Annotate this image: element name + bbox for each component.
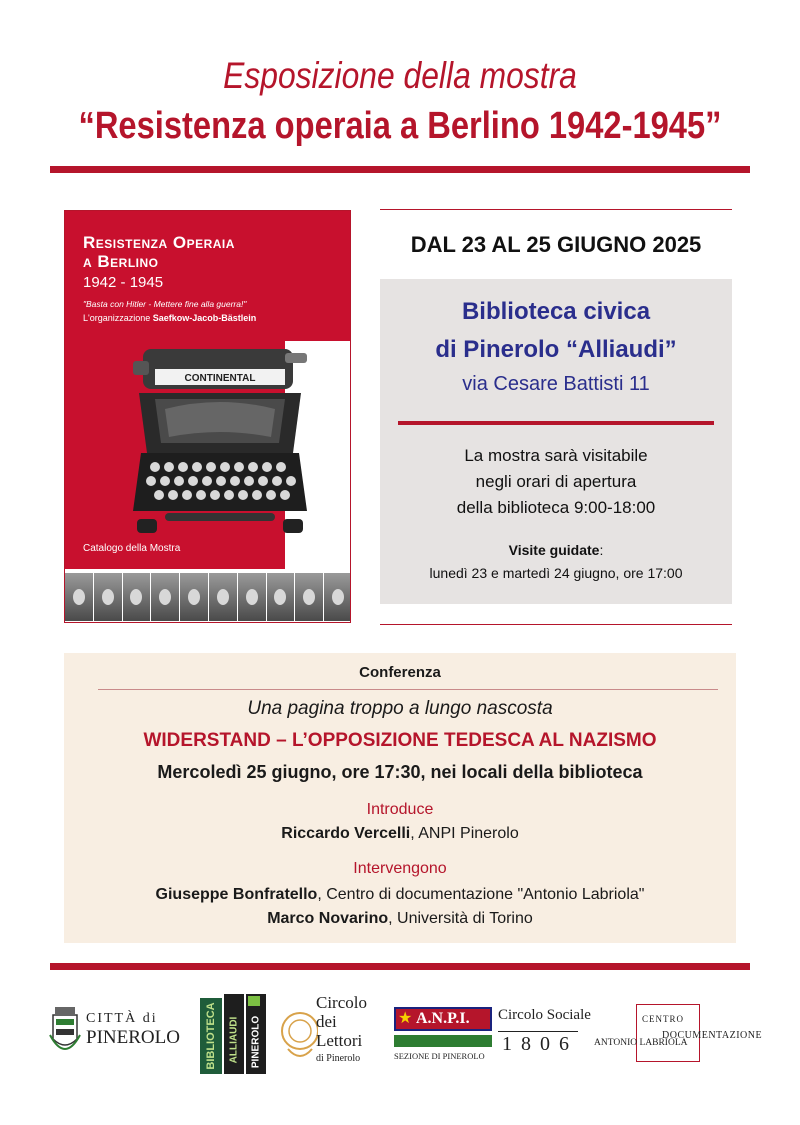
- speakers-label: Intervengono: [353, 860, 447, 877]
- catalog-cover: [64, 210, 351, 623]
- star-icon: ★: [398, 1010, 413, 1027]
- biblioteca-label-a: BIBLIOTECA: [205, 1002, 217, 1070]
- hours-line2: negli orari di apertura: [475, 472, 637, 491]
- venue-name-line2: di Pinerolo “Alliaudi”: [435, 336, 677, 363]
- dates-bottom-rule: [380, 624, 732, 625]
- logo-citta-pinerolo: [48, 1005, 188, 1060]
- venue-name: Biblioteca civica: [461, 298, 651, 325]
- speaker-1: Giuseppe Bonfratello, Centro di documentazione "Antonio Labriola": [155, 886, 645, 903]
- circolo-line1: Circolo: [316, 993, 367, 1012]
- conference-datetime: Mercoledì 25 giugno, ore 17:30, nei locali della biblioteca: [157, 762, 643, 782]
- conference-heading: Conferenza: [359, 664, 441, 681]
- cover-catalog-label: Catalogo della Mostra: [83, 543, 181, 554]
- guided-tours-times: lunedì 23 e martedì 24 giugno, ore 17:00: [429, 565, 683, 581]
- exhibition-title: “Resistenza operaia a Berlino 1942-1945”: [78, 105, 722, 147]
- anpi-name: A.N.P.I.: [416, 1010, 470, 1027]
- circolo-line3: Lettori: [316, 1031, 363, 1050]
- logo-anpi: [392, 1005, 494, 1063]
- sociale-name: Circolo Sociale: [498, 1007, 591, 1023]
- centro-line3: ANTONIO LABRIOLA: [594, 1038, 688, 1048]
- logo-biblioteca-alliaudi: [196, 992, 270, 1074]
- introducer: Riccardo Vercelli, ANPI Pinerolo: [281, 825, 519, 842]
- sociale-year: 1 8 0 6: [502, 1033, 571, 1055]
- portrait-strip: [65, 569, 351, 623]
- lion-head-icon: [278, 1001, 318, 1071]
- circolo-line2: dei: [316, 1012, 337, 1031]
- introduce-label: Introduce: [366, 801, 434, 818]
- typewriter-brand: CONTINENTAL: [184, 373, 256, 384]
- citta-line2: PINEROLO: [86, 1027, 180, 1048]
- guided-tours-label: Visite guidate:: [508, 542, 604, 558]
- exhibition-dates: DAL 23 AL 25 GIUGNO 2025: [410, 232, 702, 257]
- logo-circolo-sociale: [498, 1005, 591, 1063]
- exhibition-heading: Esposizione della mostra: [223, 55, 577, 96]
- cover-title-line2: a Berlino: [83, 252, 159, 271]
- citta-line1: CITTÀ di: [86, 1011, 158, 1026]
- venue-divider: [398, 421, 714, 425]
- venue-address: via Cesare Battisti 11: [462, 373, 650, 395]
- cover-title-line1: Resistenza Operaia: [83, 233, 235, 252]
- centro-line2: DOCUMENTAZIONE: [662, 1030, 763, 1041]
- dates-top-rule: [380, 209, 732, 210]
- cover-years: 1942 - 1945: [83, 274, 164, 291]
- conference-rule: [98, 689, 718, 690]
- cover-organization: L'organizzazione Saefkow-Jacob-Bästlein: [83, 313, 257, 323]
- cover-quote: "Basta con Hitler - Mettere fine alla guerra!": [83, 299, 247, 309]
- header-divider: [50, 166, 750, 173]
- biblioteca-label-c: PINEROLO: [250, 1015, 262, 1069]
- logo-circolo-lettori: [278, 993, 388, 1077]
- anpi-section: SEZIONE DI PINEROLO: [394, 1051, 485, 1061]
- crest-icon: [48, 1005, 82, 1057]
- footer-divider: [50, 963, 750, 970]
- hours-line3: della biblioteca 9:00-18:00: [456, 498, 656, 517]
- biblioteca-label-b: ALLIAUDI: [228, 1016, 240, 1064]
- circolo-line4: di Pinerolo: [316, 1053, 361, 1064]
- logo-centro-labriola: [594, 1002, 763, 1066]
- hours-line1: La mostra sarà visitabile: [464, 446, 648, 465]
- conference-title: WIDERSTAND – L’OPPOSIZIONE TEDESCA AL NAZISMO: [143, 730, 657, 751]
- centro-line1: CENTRO: [642, 1014, 684, 1024]
- typewriter-image: [125, 343, 315, 538]
- conference-subtitle: Una pagina troppo a lungo nascosta: [247, 698, 553, 719]
- speaker-2: Marco Novarino, Università di Torino: [267, 910, 533, 927]
